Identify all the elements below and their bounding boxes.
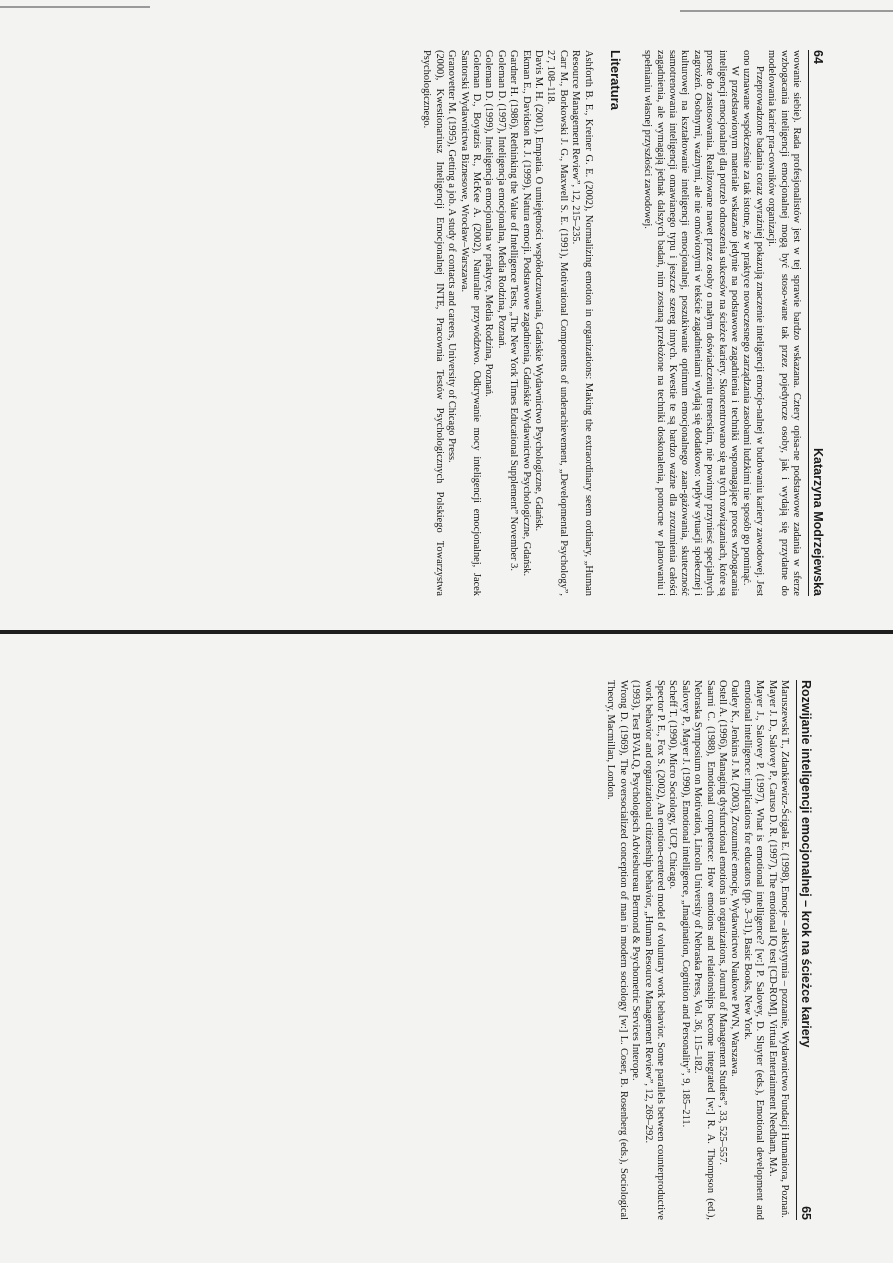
- reference-item: Wrong D. (1969), The oversocialized conception of man in modern sociology [w:] L. Coser, B. Rosenberg (eds.), Sociological Theory, Macmillan, London.: [605, 680, 629, 1220]
- reference-item: Goleman D., Boyatzis R., McKee A. (2002), Naturalne przywództwo. Odkrywanie mocy inteligencji emocjonalnej, Jacek Santorski Wydawnictwa Biznesowe, Wrocław–Warszawa.: [458, 50, 483, 596]
- reference-item: Ostell A. (1996), Managing dysfunctional emotions in organizations, Journal of Management Studies”, 33, 525–557.: [716, 680, 728, 1165]
- reference-item: Scheff T. (1990), Micro Sociology, UCP, Chicago.: [667, 680, 679, 890]
- section-title-literatura: Literatura: [607, 50, 623, 110]
- reference-item: Saarni C. (1988), Emotional competence: How emotions and relationships become integrated [w:] R. A. Thompson (ed.), Nebraska Symposium on Motivation, Lincoln University of Nebraska Press, Vol. 36, 115–182.: [692, 680, 716, 1220]
- author-header: Katarzyna Modrzejewska: [811, 448, 825, 596]
- reference-item: Ashforth B. E., Kreiner G. E. (2002), Normalizing emotion in organizations: Making the extraordinary seem ordinary, „Human Resource Management Review”, 12, 215–235.: [570, 50, 594, 596]
- reference-item: Gardner H. (1986), Rethinking the Value of Intelligence Tests, „The New York Times Educational Supplement” November 3.: [508, 50, 520, 571]
- paragraph: W przedstawionym materiale wskazano jedynie na podstawowe zagadnienia i techniki wspomagające proces wzbogacania inteligencji emocjonalnej dla potrzeb odnoszenia sukcesów na ścieżce kariery. Skoncentrowano się na tych rozwiązaniach, które są proste do zastosowania. Realizowane nawet przez osoby o małym doświadczeniu trenerskim, nie powinny przyniesć specjalnych zagrożeń. Osobnymi, ważnymi, ale nie omówionymi w tekście zagadnieniami wydają się dodatkowo: wpływ sytuacji społecznej i kulturowej na kształtowanie inteligencji emocjonalnej, poszukiwanie optimum emocjonalnego zaan-gażowania, skuteczność samotrenowania inteligencji omawianego typu i jeszcze szereg innych. Kwestie te są bardzo ważne dla zrozumienia całości zagadnienia, ale wymagają jednak dalszych badań, nim zostaną przełożone na techniki doskonalenia, pomocne w planowaniu i spełnianiu własnej przyszłości zawodowej.: [642, 50, 740, 596]
- reference-item: Mayer J., Salovey P. (1997), What is emotional intelligence? [w:] P. Salovey, D. Sluyter (eds.), Emotional development and emotional intelligence: implications for educators (pp. 3–31), Basic Books, New York.: [741, 680, 766, 1220]
- page-number-65: 65: [799, 1206, 813, 1220]
- reference-item: (1993), Test BVALQ, Psychologisch Adviesbureau Bermond & Psychometric Services Interope.: [630, 680, 642, 1081]
- reference-item: Granovetter M. (1995), Getting a job. A study of contacts and careers, University of Chicago Press.: [446, 50, 458, 463]
- paragraph: wowanie siebie). Rada profesjonalistów jest w tej sprawie bardzo wskazana. Cztery opisa-ne podstawowe zadania w sferze wzbogacania inteligencji emocjonalnej mogą być stoso-wane tak przez pojedyncze osoby, jak i wydają się przydatne do modelowania karier pra-cowników organizacji.: [766, 50, 802, 596]
- paragraph: Przeprowadzone badania coraz wyraźniej pokazują znaczenie inteligencji emocjo-nalnej w budowaniu kariery zawodowej. Jest ono uznawane współcześnie za tak istotne, że w praktyce nowoczesnego zarządzania zasobami ludzkimi nie sposób go pominąć.: [741, 50, 765, 596]
- reference-item: Maruszewski T., Zdankiewicz-Ścigała E. (1998), Emocje – aleksytymia – poznanie, Wydawnictwo Fundacji Humaniora, Poznań.: [779, 680, 790, 1218]
- reference-item: Davis M. H. (2001), Empatia. O umiejętności współodczuwania, Gdańskie Wydawnictwo Psychologiczne, Gdańsk.: [533, 50, 545, 532]
- reference-item: Ekman E., Davidson R. J. (1999), Natura emocji. Podstawowe zagadnienia, Gdańskie Wydawnictwo Psychologiczne, Gdańsk.: [520, 50, 532, 577]
- reference-item: Salovey P., Mayer J. (1990), Emotional intelligence, „Imagination, Cognition and Personality”, 9, 185–211.: [679, 680, 691, 1128]
- chapter-header: Rozwijanie inteligencji emocjonalnej – krok na ścieżce kariery: [799, 680, 813, 1048]
- page-65: [604, 680, 813, 1220]
- reference-item: Spector P. E., Fox S. (2002), An emotion-centered model of voluntary work behavior. Some parallels between counterproductive work behavior and organizational citizenship behavior, „Human Resource Management Review”, 12, 269–292.: [642, 680, 666, 1220]
- reference-item: (2000), Kwestionariusz Inteligencji Emocjonalnej INTE, Pracownia Testów Psychologicznych Polskiego Towarzystwa Psychologicznego.: [421, 50, 445, 596]
- reference-item: Carr M., Borkowski J. G., Maxwell S. E. (1991), Motivational Components of underachievement, „Developmental Psychology”, 27, 108–118.: [545, 50, 569, 596]
- reference-item: Mayer J. D., Salovey P., Caruso D. R. (1997), The emotional IQ test [CD-ROM], Virtual Entertainment Needham, MA.: [766, 680, 778, 1177]
- reference-item: Oatley K., Jenkins J. M. (2003), Zrozumieć emocje, Wydawnictwo Naukowe PWN, Warszawa.: [729, 680, 741, 1077]
- page-number-64: 64: [811, 50, 825, 64]
- running-header-right: [796, 680, 813, 1220]
- reference-item: Goleman D. (1997), Inteligencja emocjonalna, Media Rodzina, Poznań.: [495, 50, 507, 349]
- reference-item: Goleman D. (1999), Inteligencja emocjonalna w praktyce, Media Rodzina, Poznań.: [483, 50, 495, 397]
